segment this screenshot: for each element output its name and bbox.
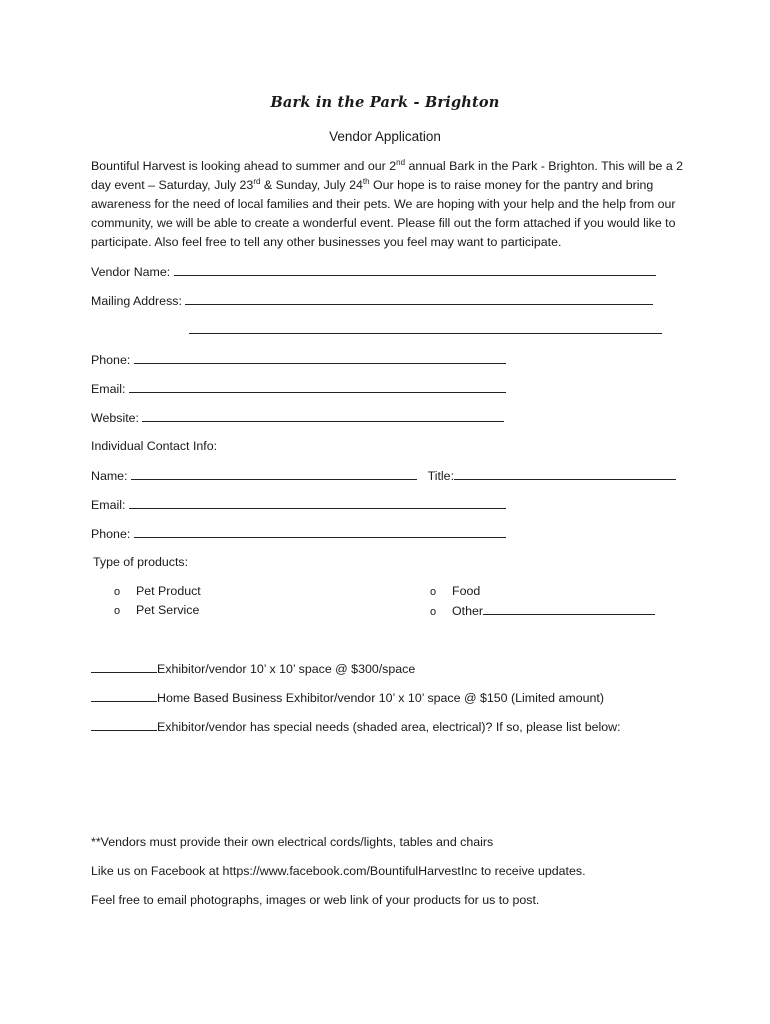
booth-special-needs-label: Exhibitor/vendor has special needs (shaded area, electrical)? If so, please list below: [157, 720, 621, 734]
option-pet-service[interactable] [114, 603, 199, 617]
booth-exhibitor-field[interactable] [91, 661, 157, 673]
contact-title-label: Title: [427, 469, 455, 483]
booth-home-based-row [91, 690, 604, 705]
email-row [91, 381, 506, 396]
option-label: Food [452, 584, 481, 598]
note-facebook: Like us on Facebook at https://www.facebook.com/BountifulHarvestInc to receive updates. [91, 864, 586, 878]
phone-row [91, 352, 506, 367]
contact-phone-label: Phone: [91, 527, 131, 541]
website-row [91, 410, 504, 425]
contact-title-field[interactable] [454, 468, 676, 480]
note-photos: Feel free to email photographs, images or web link of your products for us to post. [91, 893, 540, 907]
mailing-address-field[interactable] [185, 293, 653, 305]
email-label: Email: [91, 382, 126, 396]
option-bullet-icon: o [430, 606, 437, 618]
option-label: Pet Service [136, 603, 200, 617]
option-bullet-icon: o [114, 605, 121, 617]
option-label: Other [452, 604, 483, 618]
option-bullet-icon: o [114, 586, 121, 598]
vendor-name-row [91, 264, 656, 279]
contact-email-label: Email: [91, 498, 126, 512]
mailing-address-row [91, 293, 653, 308]
mailing-address-row-2 [189, 322, 662, 337]
vendor-name-label: Vendor Name: [91, 265, 171, 279]
intro-paragraph [91, 157, 691, 252]
option-other[interactable] [430, 603, 655, 618]
intro-text-2: annual Bark in the Park - Brighton. This will be a 2 day event – Saturday, July 23 [91, 159, 684, 192]
intro-text-3: & Sunday, July 24 [260, 178, 363, 192]
option-food[interactable] [430, 584, 480, 598]
contact-phone-field[interactable] [134, 526, 506, 538]
intro-sup-rd: rd [253, 177, 261, 186]
booth-special-needs-field[interactable] [91, 719, 157, 731]
note-cords: **Vendors must provide their own electrical cords/lights, tables and chairs [91, 835, 494, 849]
individual-contact-heading: Individual Contact Info: [91, 439, 218, 453]
mailing-address-field-2[interactable] [189, 322, 662, 334]
contact-name-row [91, 468, 676, 483]
intro-text-1: Bountiful Harvest is looking ahead to summer and our 2 [91, 159, 397, 173]
intro-text-4: Our hope is to raise money for the pantry and bring awareness for the need of local families and their pets. We are hoping with your help and the help from our community, we will be able to create a wonderful event. Please fill out the form attached if you would like to participate. Also feel free to tell any other businesses you feel may want to participate. [91, 178, 676, 249]
contact-email-field[interactable] [129, 497, 506, 509]
contact-name-label: Name: [91, 469, 128, 483]
document-title: Bark in the Park - Brighton [270, 94, 500, 111]
contact-email-row [91, 497, 506, 512]
website-label: Website: [91, 411, 139, 425]
booth-home-based-field[interactable] [91, 690, 157, 702]
document-subtitle: Vendor Application [329, 129, 441, 144]
phone-label: Phone: [91, 353, 131, 367]
phone-field[interactable] [134, 352, 506, 364]
intro-sup-nd: nd [396, 158, 406, 167]
intro-sup-th: th [362, 177, 370, 186]
contact-phone-row [91, 526, 506, 541]
booth-special-needs-row [91, 719, 621, 734]
option-bullet-icon: o [430, 586, 437, 598]
option-pet-product[interactable] [114, 584, 201, 598]
booth-home-based-label: Home Based Business Exhibitor/vendor 10’ x 10’ space @ $150 (Limited amount) [157, 691, 604, 705]
website-field[interactable] [142, 410, 504, 422]
option-label: Pet Product [136, 584, 201, 598]
booth-exhibitor-row [91, 661, 415, 676]
other-field[interactable] [483, 603, 655, 615]
vendor-name-field[interactable] [174, 264, 656, 276]
contact-name-field[interactable] [131, 468, 417, 480]
booth-exhibitor-label: Exhibitor/vendor 10’ x 10’ space @ $300/space [157, 662, 416, 676]
mailing-address-label: Mailing Address: [91, 294, 182, 308]
email-field[interactable] [129, 381, 506, 393]
products-label: Type of products: [93, 555, 189, 569]
